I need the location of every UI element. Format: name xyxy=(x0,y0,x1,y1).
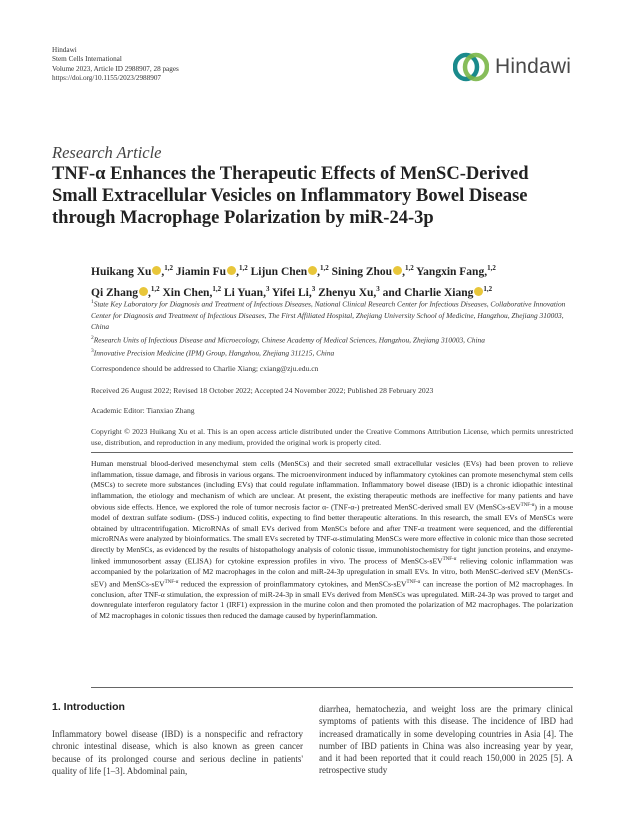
intro-right-column: diarrhea, hematochezia, and weight loss are the primary clinical symptoms of patients with this disease. The incidence of IBD had increased dramatically in some developing countries in Asia [4]. The number of IBD patients in China was also increasing year by year, and it had been reported that it could reach 150,000 in 2025 [5]. A retrospective study xyxy=(319,704,573,776)
author[interactable]: Huikang Xu ,$^{1,2}$ xyxy=(91,264,174,278)
doi-link[interactable]: https://doi.org/10.1155/2023/2988907 xyxy=(52,74,162,83)
journal-name: Stem Cells International xyxy=(52,55,122,64)
author[interactable]: Yangxin Fang,$^{1,2}$ xyxy=(416,264,496,278)
hindawi-logo[interactable] xyxy=(453,52,571,82)
orcid-icon[interactable] xyxy=(393,266,402,275)
author-list xyxy=(91,260,581,302)
orcid-icon[interactable] xyxy=(227,266,236,275)
volume-info: Volume 2023, Article ID 2988907, 28 pages xyxy=(52,64,179,73)
affiliations xyxy=(91,297,581,358)
orcid-icon[interactable] xyxy=(308,266,317,275)
affiliation: $^2$Research Units of Infectious Disease and Microecology, Chinese Academy of Medical Sciences, Hangzhou, Zhejiang 310003, China xyxy=(91,334,485,345)
journal-metadata xyxy=(52,46,179,84)
orcid-icon[interactable] xyxy=(152,266,161,275)
author[interactable]: and Charlie Xiang $^{1,2}$ xyxy=(382,284,493,299)
correspondence: Correspondence should be addressed to Charlie Xiang; cxiang@zju.edu.cn xyxy=(91,364,319,373)
section-heading-introduction: 1. Introduction xyxy=(52,701,125,713)
orcid-icon[interactable] xyxy=(139,287,148,296)
author[interactable]: Yifei Li,$^3$ xyxy=(271,284,316,299)
author[interactable]: Sining Zhou ,$^{1,2}$ xyxy=(331,264,414,278)
affiliation: $^1$State Key Laboratory for Diagnosis and Treatment of Infectious Diseases, National Clinical Research Center for Infectious Diseases, Collaborative Innovation Center for Diagnosis and Treatment of Infectious Diseases, The First Affiliated Hospital, Zhejiang University School of Medicine, Hangzhou, Zhejiang 310003, China xyxy=(91,299,566,332)
publication-dates: Received 26 August 2022; Revised 18 October 2022; Accepted 24 November 2022; Published 28 February 2023 xyxy=(91,386,434,395)
copyright-notice: Copyright © 2023 Huikang Xu et al. This is an open access article distributed under the Creative Commons Attribution License, which permits unrestricted use, distribution, and reproduction in any medium, provided the original work is properly cited. xyxy=(91,427,573,447)
author[interactable]: Zhenyu Xu,$^3$ xyxy=(318,284,380,299)
author[interactable]: Xin Chen,$^{1,2}$ xyxy=(162,284,222,299)
publisher-name: Hindawi xyxy=(52,46,77,54)
author[interactable]: Qi Zhang ,$^{1,2}$ xyxy=(91,284,160,299)
academic-editor: Academic Editor: Tianxiao Zhang xyxy=(91,406,195,415)
intro-left-column: Inflammatory bowel disease (IBD) is a nonspecific and refractory chronic intestinal disease, which is also known as green cancer because of its prolonged course and serious decline in patients' quality of life [1–3]. Abdominal pain, xyxy=(52,729,303,776)
author[interactable]: Lijun Chen ,$^{1,2}$ xyxy=(250,264,329,278)
abstract: Human menstrual blood-derived mesenchymal stem cells (MenSCs) and their secreted small extracellular vesicles (EVs) had been proven to relieve inflammation, tissue damage, and fibrosis in various organs. The microenvironment induced by inflammatory cytokines can promote mesenchymal stem cells (MSCs) to secrete more substances (including EVs) that could regulate inflammation. Inflammatory bowel disease (IBD) is a chronic idiopathic intestinal inflammation, the etiology and mechanism of which are unclear. At present, the existing therapeutic methods are ineffective for many patients and have obvious side effects. Hence, we explored the role of tumor necrosis factor α- (TNF-α-) pretreated MenSC-derived small EV (MenSCs-sEV$^{TNF-\alpha}$) in a mouse model of dextran sulfate sodium- (DSS-) induced colitis, expecting to find better therapeutic alterations. In this research, the small EVs of MenSCs were obtained by ultracentrifugation. MicroRNAs of small EVs derived from MenSCs before and after TNF-α treatment were sequenced, and the differential microRNAs were analyzed by bioinformatics. The small EVs secreted by TNF-α-stimulating MenSCs were more effective in colonic mice than those secreted directly by MenSCs, as evidenced by the results of histopathology analysis of colonic tissue, immunohistochemistry for tight junction proteins, and enzyme-linked immunosorbent assay (ELISA) for cytokine expression profiles in vivo. The process of MenSCs-sEV$^{TNF-\alpha}$ relieving colonic inflammation was accompanied by the polarization of M2 macrophages in the colon and miR-24-3p upregulation in small EVs. In vitro, both MenSC-derived sEV (MenSCs-sEV) and MenSCs-sEV$^{TNF-\alpha}$ reduced the expression of proinflammatory cytokines, and MenSCs-sEV$^{TNF-\alpha}$ can increase the portion of M2 macrophages. In conclusion, after TNF-α stimulation, the expression of miR-24-3p in small EVs derived from MenSCs was upregulated. MiR-24-3p was proved to target and downregulate interferon regulatory factor 1 (IRF1) expression in the murine colon and then promoted the polarization of M2 macrophages. The polarization of M2 macrophages in colonic tissues then reduced the damage caused by hyperinflammation. xyxy=(91,459,574,620)
hindawi-logo-icon xyxy=(453,52,489,82)
divider-bottom xyxy=(91,687,573,688)
logo-wordmark: Hindawi xyxy=(495,55,572,78)
article-type: Research Article xyxy=(52,143,162,162)
paper-title: TNF-α Enhances the Therapeutic Effects of MenSC-Derived Small Extracellular Vesicles on Inflammatory Bowel Disease through Macrophage Polarization by miR-24-3p xyxy=(52,164,529,228)
divider-top xyxy=(91,452,573,453)
affiliation: $^3$Innovative Precision Medicine (IPM) Group, Hangzhou, Zhejiang 311215, China xyxy=(91,347,335,358)
author[interactable]: Li Yuan,$^3$ xyxy=(223,284,270,299)
author[interactable]: Jiamin Fu ,$^{1,2}$ xyxy=(175,264,248,278)
